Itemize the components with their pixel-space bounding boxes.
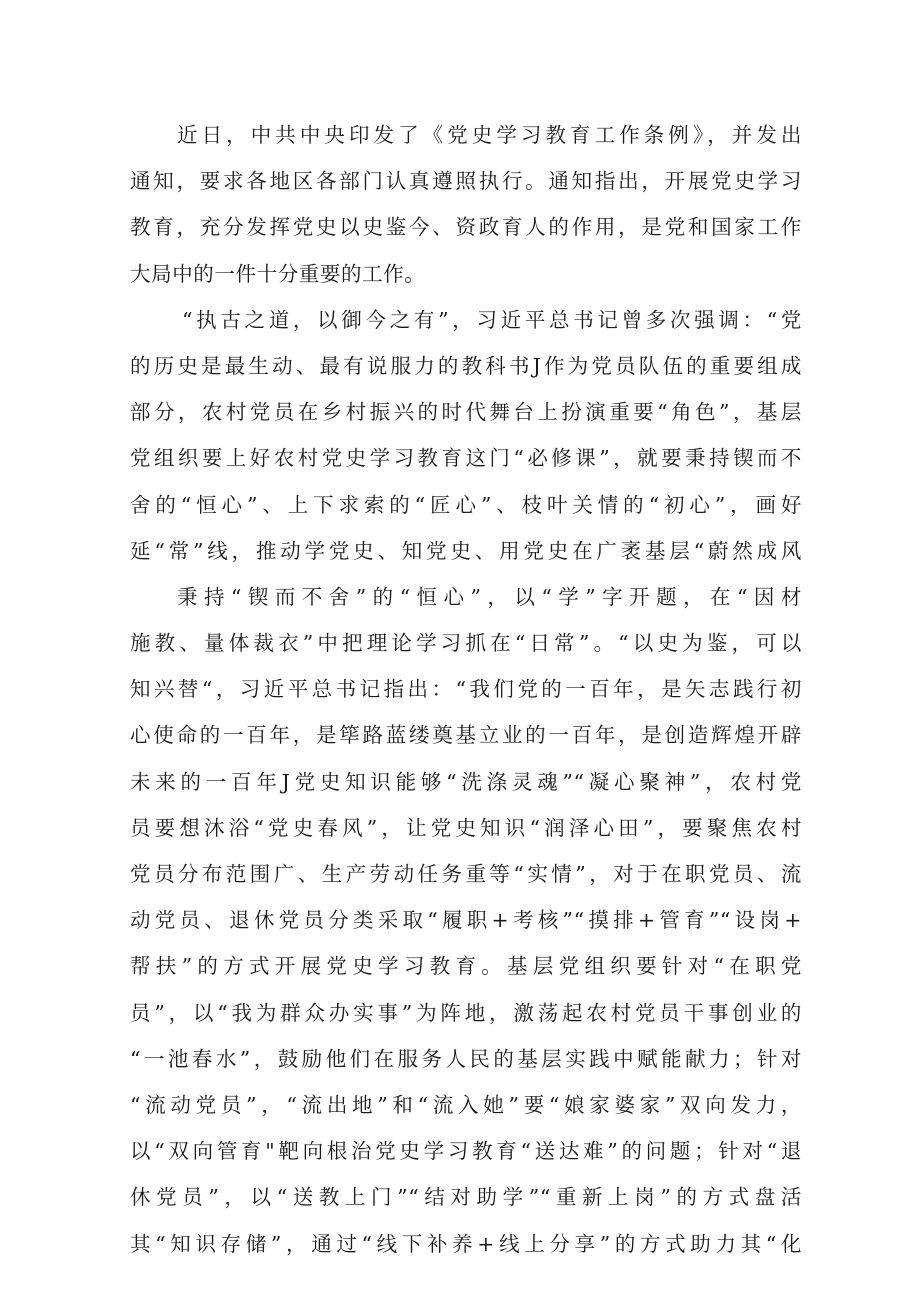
text-line: 动党员、退休党员分类采取“履职+考核”“摸排+管育”“设岗+ bbox=[130, 908, 802, 933]
paragraph-1 bbox=[130, 112, 802, 297]
text-line: 党员分布范围广、生产劳动任务重等“实情”，对于在职党员、流 bbox=[130, 862, 802, 886]
text-line: 员”，以“我为群众办实事”为阵地，激荡起农村党员干事创业的 bbox=[130, 1000, 802, 1025]
text-line: “流动党员”，“流出地”和“流入她”要“娘家婆家”双向发力， bbox=[130, 1092, 802, 1117]
text-line: 以“双向管育"靶向根治党史学习教育“送达难”的问题；针对“退 bbox=[130, 1139, 802, 1164]
text-line: 党组织要上好农村党史学习教育这门“必修课”，就要秉持锲而不 bbox=[130, 446, 802, 471]
text-line: 近日，中共中央印发了《党史学习教育工作条例》，并发出 bbox=[177, 123, 802, 147]
text-line: 心使命的一百年，是筚路蓝缕奠基立业的一百年，是创造辉煌开辟 bbox=[130, 723, 802, 748]
text-line: 延“常”线，推动学党史、知党史、用党史在广袤基层“蔚然成风 bbox=[130, 538, 802, 563]
text-line: “执古之道，以御今之有”，习近平总书记曾多次强调：“党 bbox=[182, 307, 802, 332]
document-body bbox=[130, 112, 802, 1267]
text-line: 知兴替“，习近平总书记指出：“我们党的一百年，是矢志践行初 bbox=[130, 677, 802, 702]
text-line: 员要想沐浴“党史春风”，让党史知识“润泽心田”，要聚焦农村 bbox=[130, 815, 802, 840]
text-line: 部分，农村党员在乡村振兴的时代舞台上扮演重要“角色”，基层 bbox=[130, 400, 802, 425]
text-line: “一池春水”，鼓励他们在服务人民的基层实践中赋能献力；针对 bbox=[130, 1046, 802, 1071]
text-line: 的历史是最生动、最有说服力的教科书J作为党员队伍的重要组成 bbox=[130, 353, 802, 378]
text-line: 教育，充分发挥党史以史鉴今、资政育人的作用，是党和国家工作 bbox=[130, 215, 802, 240]
text-line: 施教、量体裁衣”中把理论学习抓在“日常”。“以史为鉴，可以 bbox=[130, 631, 802, 656]
paragraph-3 bbox=[130, 574, 802, 1267]
text-line: 大局中的一件十分重要的工作。 bbox=[130, 261, 426, 286]
paragraph-2 bbox=[130, 297, 802, 574]
text-line: 其“知识存储”，通过“线下补养+线上分享”的方式助力其“化 bbox=[130, 1231, 802, 1256]
text-line: 休党员”，以“送教上门”“结对助学”“重新上岗”的方式盘活 bbox=[130, 1185, 802, 1210]
text-line: 舍的“恒心”、上下求索的“匠心”、枝叶关情的“初心”，画好 bbox=[130, 492, 802, 517]
text-line: 帮扶”的方式开展党史学习教育。基层党组织要针对“在职党 bbox=[130, 954, 802, 979]
text-line: 秉持“锲而不舍”的“恒心”，以“学”字开题，在“因材 bbox=[177, 584, 802, 609]
text-line: 未来的一百年J党史知识能够“洗涤灵魂”“凝心聚神”，农村党 bbox=[130, 769, 802, 794]
text-line: 通知，要求各地区各部门认真遵照执行。通知指出，开展党史学习 bbox=[130, 169, 802, 194]
